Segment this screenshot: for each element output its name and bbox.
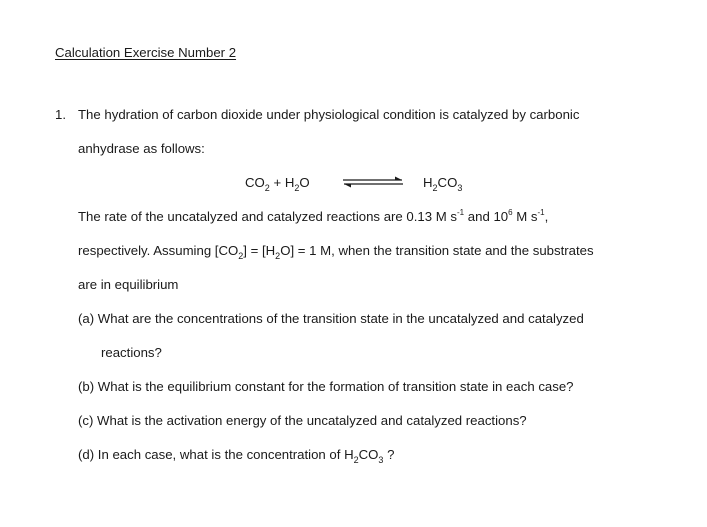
question-intro-line2: anhydrase as follows: [78,141,205,156]
part-a-line1: (a) What are the concentrations of the transition state in the uncatalyzed and catalyzed [78,311,584,326]
equilibrium-arrows-icon [342,176,404,188]
part-b: (b) What is the equilibrium constant for the formation of transition state in each case? [78,379,574,394]
assumption-line: respectively. Assuming $[CO_2] = [H_2O] = 1$ M, when the transition state and the substrates [78,243,594,261]
equation-product: $H_2CO_3$ [423,175,463,193]
equation-reactants: $CO_2 + H_2O$ [245,175,310,193]
equilibrium-line: are in equilibrium [78,277,179,292]
question-intro-line1: The hydration of carbon dioxide under physiological condition is catalyzed by carbonic [78,107,580,122]
rate-line: The rate of the uncatalyzed and catalyzed reactions are 0.13 M $s^{-1}$ and $10^6$ M $s^{-1}$, [78,208,549,224]
part-c: (c) What is the activation energy of the uncatalyzed and catalyzed reactions? [78,413,527,428]
part-a-line2: reactions? [101,345,162,360]
page-title: Calculation Exercise Number 2 [55,45,237,60]
part-d: (d) In each case, what is the concentration of $H_2CO_3$ ? [78,447,395,465]
question-number: 1. [55,107,66,122]
